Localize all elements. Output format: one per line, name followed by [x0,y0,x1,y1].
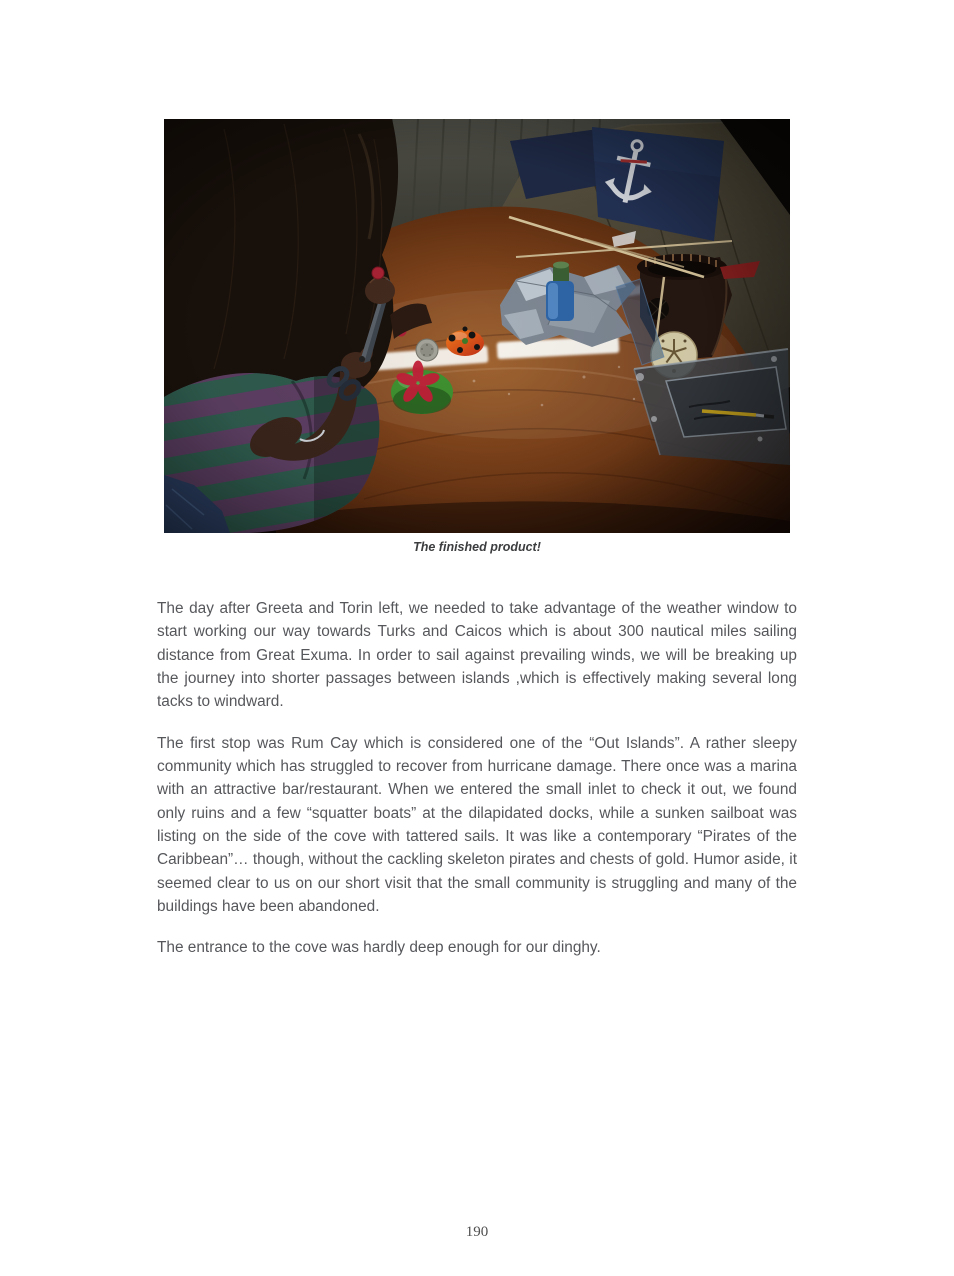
page-footer [0,1224,954,1241]
photo-caption: The finished product! [413,540,541,554]
photo-figure [164,119,790,533]
paragraph-2: The first stop was Rum Cay which is considered one of the “Out Islands”. A rather sleepy community which has struggled to recover from hurricane damage. There once was a marina with an attractive bar/restaurant. When we entered the small inlet to check it out, we found only ruins and a few “squatter boats” at the dilapidated docks, while a sunken sailboat was listing on the side of the cove with tattered sails. It was like a contemporary “Pirates of the Caribbean”… though, without the cackling skeleton pirates and chests of gold. Humor aside, it seemed clear to us on our short visit that the small community is struggling and many of the buildings have been abandoned. [157,734,797,916]
body-text [157,597,797,978]
photo-vignette [164,119,790,533]
paragraph-3: The entrance to the cove was hardly deep enough for our dinghy. [157,939,601,957]
craft-photo-illustration [164,119,790,533]
paragraph-1: The day after Greeta and Torin left, we needed to take advantage of the weather window to start working our way towards Turks and Caicos which is about 300 nautical miles sailing distance from Great Exuma. In order to sail against prevailing winds, we will be breaking up the journey into shorter passages between islands ,which is effectively making several long tacks to windward. [157,600,797,711]
page-number: 190 [465,1224,489,1240]
